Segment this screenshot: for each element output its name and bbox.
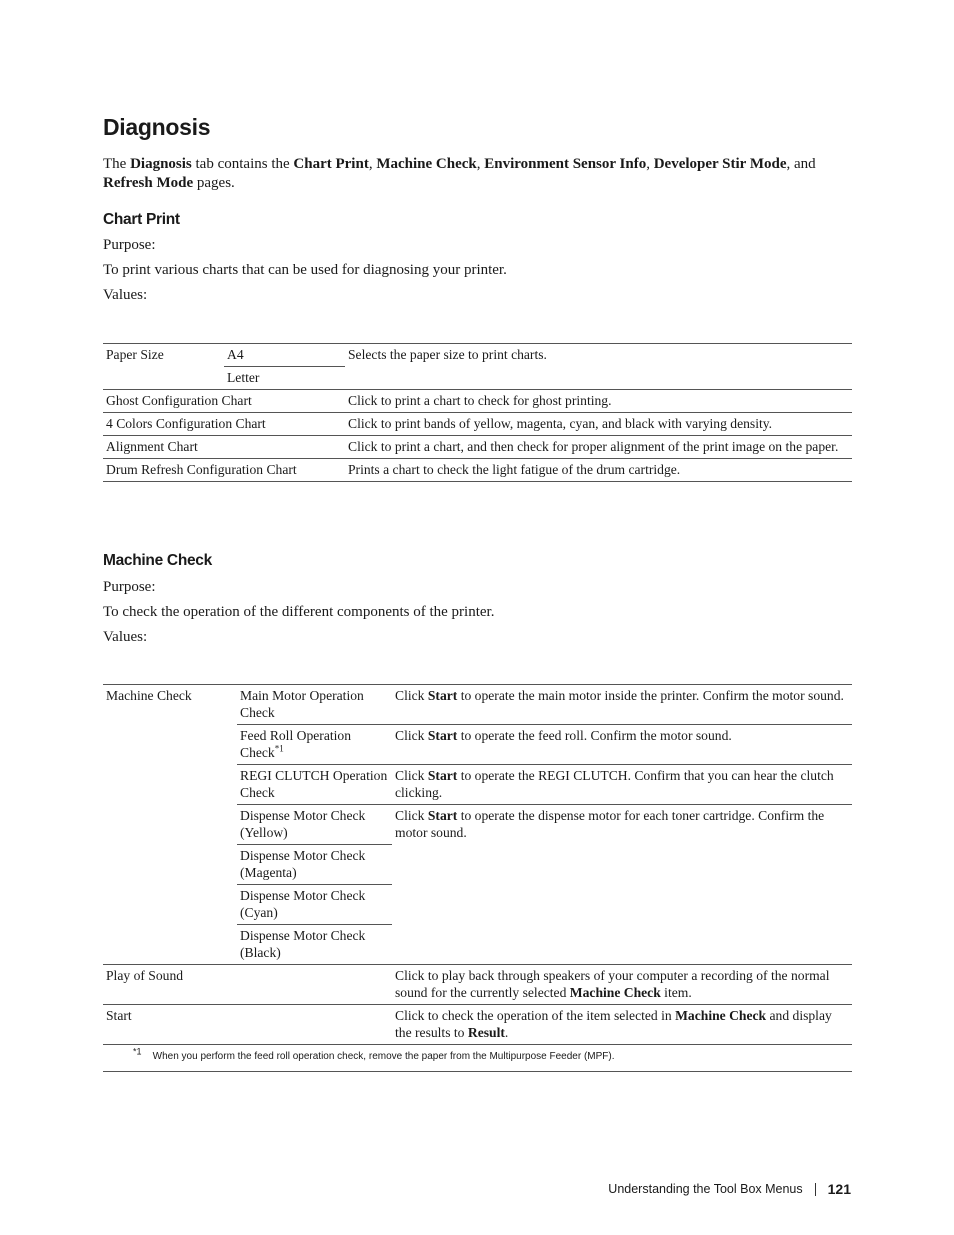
table-row [103, 965, 852, 1005]
chart-print-purpose-label: Purpose: [103, 237, 156, 253]
page-title: Diagnosis [103, 114, 211, 140]
footer-divider [815, 1183, 816, 1196]
table-cell: 4 Colors Configuration Chart [103, 413, 345, 436]
table-row [103, 1045, 852, 1072]
table-cell: Click Start to operate the main motor inside the printer. Confirm the motor sound. [392, 685, 852, 725]
table-cell: Dispense Motor Check (Magenta) [237, 845, 392, 885]
table-cell: Play of Sound [103, 965, 392, 1005]
table-row [103, 413, 852, 436]
table-cell: Click to print bands of yellow, magenta, cyan, and black with varying density. [345, 413, 852, 436]
table-row [103, 685, 852, 725]
table-cell: Ghost Configuration Chart [103, 390, 345, 413]
table-cell: A4 [224, 344, 345, 367]
table-cell: Feed Roll Operation Check$^{*1}$ [237, 725, 392, 765]
table-cell: Dispense Motor Check (Yellow) [237, 805, 392, 845]
table-row [103, 390, 852, 413]
table-cell: Drum Refresh Configuration Chart [103, 459, 345, 482]
footnote-mark: *1 [133, 1046, 142, 1057]
chart-print-purpose-text: To print various charts that can be used for diagnosing your printer. [103, 262, 507, 278]
machine-check-purpose-label: Purpose: [103, 579, 156, 595]
table-cell: Click to print a chart, and then check for proper alignment of the print image on the paper. [345, 436, 852, 459]
table-cell: Selects the paper size to print charts. [345, 344, 852, 390]
table-cell: Click to play back through speakers of your computer a recording of the normal sound for the currently selected Machine Check item. [392, 965, 852, 1005]
chart-print-values-label: Values: [103, 287, 148, 303]
chart-print-heading: Chart Print [103, 211, 180, 228]
table-cell: Main Motor Operation Check [237, 685, 392, 725]
machine-check-values-label: Values: [103, 629, 148, 645]
table-cell: Click Start to operate the dispense motor for each toner cartridge. Confirm the motor sound. [392, 805, 852, 965]
machine-check-heading: Machine Check [103, 552, 212, 569]
table-row [103, 1005, 852, 1045]
table-cell: Prints a chart to check the light fatigue of the drum cartridge. [345, 459, 852, 482]
footnote-ref: *1 [274, 743, 284, 754]
table-row [103, 344, 852, 367]
table-cell: Click to check the operation of the item selected in Machine Check and display the results to Result. [392, 1005, 852, 1045]
machine-check-purpose-text: To check the operation of the different components of the printer. [103, 604, 495, 620]
table-cell: Click Start to operate the feed roll. Confirm the motor sound. [392, 725, 852, 765]
table-cell: Dispense Motor Check (Cyan) [237, 885, 392, 925]
table-cell: Letter [224, 367, 345, 390]
machine-check-table [103, 684, 852, 1072]
table-cell: Click to print a chart to check for ghost printing. [345, 390, 852, 413]
table-cell: Paper Size [103, 344, 224, 390]
footer-section-title: Understanding the Tool Box Menus [608, 1182, 803, 1196]
table-cell: REGI CLUTCH Operation Check [237, 765, 392, 805]
table-row [103, 459, 852, 482]
chart-print-table [103, 343, 852, 482]
table-cell: Click Start to operate the REGI CLUTCH. Confirm that you can hear the clutch clicking. [392, 765, 852, 805]
page-footer [608, 1181, 851, 1197]
page-number: 121 [827, 1181, 851, 1197]
table-cell: Start [103, 1005, 392, 1045]
intro-paragraph: The Diagnosis tab contains the Chart Print, Machine Check, Environment Sensor Info, Developer Stir Mode, and Refresh Mode pages. [103, 156, 816, 191]
table-row [103, 436, 852, 459]
table-cell: Machine Check [103, 685, 237, 965]
footnote: $^{*1}$ When you perform the feed roll operation check, remove the paper from the Multipurpose Feeder (MPF). [103, 1045, 852, 1072]
table-cell: Alignment Chart [103, 436, 345, 459]
table-cell: Dispense Motor Check (Black) [237, 925, 392, 965]
